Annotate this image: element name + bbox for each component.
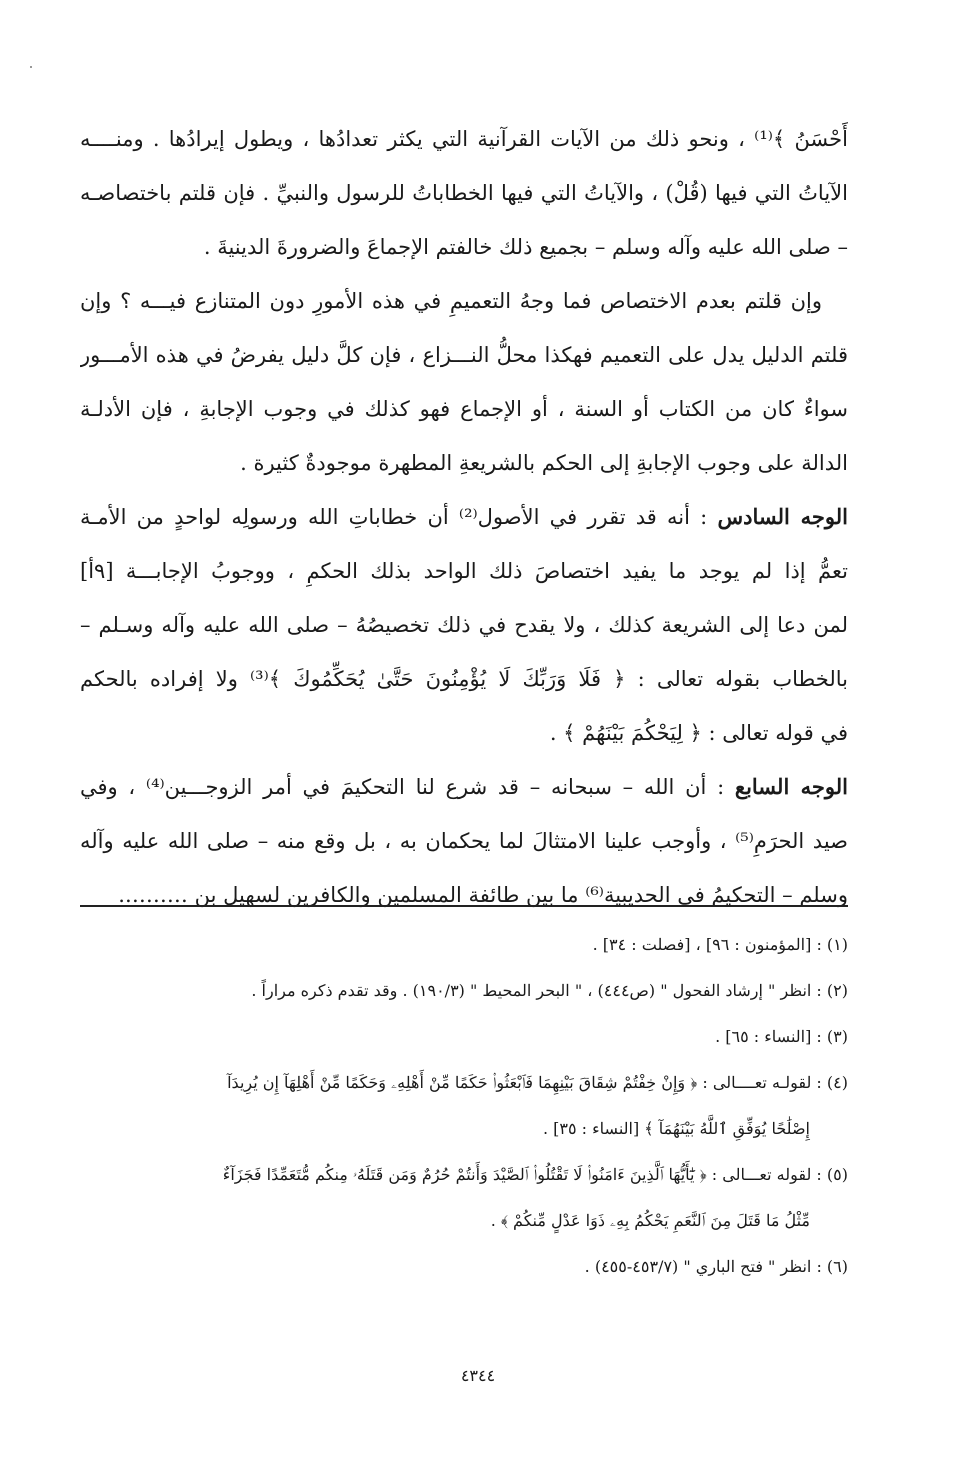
text-line: تعمُّ إذا لم يوجد ما يفيد اختصاصَ ذلك الواحد بذلك الحكمِ ، ووجوبُ الإجابـــة [٩أ]	[80, 559, 848, 583]
footnote: (٤) : لقولـه تعــــالى : ﴿ وَإِنْ خِفْتُمْ شِقَاقَ بَيْنِهِمَا فَٱبْعَثُوا۟ حَكَمًا مِّنْ أَهْلِهِۦ وَحَكَمًا مِّنْ أَهْلِهَآ إِن يُرِيدَآ	[227, 1073, 848, 1092]
text-line: لمن دعا إلى الشريعة كذلك ، ولا يقدح في ذلك تخصيصُهُ – صلى الله عليه وآله وسـلم –	[80, 613, 848, 637]
line-text: : أنه قد تقرر في الأصول⁽²⁾ أن خطاباتِ الله ورسولِه لواحدٍ من الأمـة	[80, 505, 718, 529]
text-line	[80, 760, 848, 814]
main-text	[80, 112, 848, 922]
footnote-continuation: مِّثْلُ مَا قَتَلَ مِنَ ٱلنَّعَمِ يَحْكُمُ بِهِۦ ذَوَا عَدْلٍ مِّنكُمْ ﴾ .	[490, 1211, 810, 1230]
footnote: (١) : [المؤمنون : ٩٦] ، [فصلت : ٣٤] .	[592, 935, 848, 954]
line-text: : أن الله – سبحانه – قد شرع لنا التحكيمَ في أمر الزوجـــين⁽⁴⁾ ، وفي	[80, 775, 735, 799]
footnote-continuation: إِصْلَٰحًا يُوَفِّقِ ٱللَّهُ بَيْنَهُمَآ ﴾ [النساء : ٣٥] .	[542, 1119, 810, 1138]
footnotes	[80, 922, 848, 1290]
footnote-divider	[80, 905, 848, 907]
page-number: ٤٣٤٤	[460, 1366, 496, 1385]
text-line: أَحْسَنُ ﴾⁽¹⁾ ، ونحو ذلك من الآيات القرآنية التي يكثر تعدادُها ، ويطول إيرادُها . ومنــــه	[80, 127, 848, 151]
text-line: الآياتُ التي فيها (قُلْ) ، والآياتُ التي فيها الخطاباتُ للرسول والنبيِّ . فإن قلتم باختصاصـه	[80, 181, 848, 205]
footnote: (٥) : لقوله تعـــالى : ﴿ يَٰٓأَيُّهَا ٱلَّذِينَ ءَامَنُوا۟ لَا تَقْتُلُوا۟ ٱلصَّيْدَ وَأَنتُمْ حُرُمٌ وَمَن قَتَلَهُۥ مِنكُم مُّتَعَمِّدًا فَجَزَآءٌ	[222, 1165, 848, 1184]
text-line: وإن قلتم بعدم الاختصاص فما وجهُ التعميمِ في هذه الأمورِ دون المتنازع فيـــه ؟ وإن	[80, 289, 822, 313]
margin-mark	[30, 66, 32, 68]
text-line	[80, 490, 848, 544]
text-line: بالخطاب بقوله تعالى : ﴿ فَلَا وَرَبِّكَ لَا يُؤْمِنُونَ حَتَّىٰ يُحَكِّمُوكَ ﴾⁽³⁾ ولا إفراده بالحكم	[80, 667, 848, 691]
text-line: في قوله تعالى : ﴿ لِيَحْكُمَ بَيْنَهُمْ ﴾ .	[549, 721, 848, 745]
text-line: صيد الحرَمِ⁽⁵⁾ ، وأوجب علينا الامتثالَ لما يحكمان به ، بل وقع منه – صلى الله عليه وآله	[80, 829, 848, 853]
text-line: – صلى الله عليه وآله وسلم – بجميع ذلك خالفتم الإجماعَ والضرورةَ الدينيةَ .	[203, 235, 848, 259]
section-heading: الوجه السادس	[717, 504, 848, 529]
footnote: (٦) : انظر " فتح الباري " (٤٥٣/٧-٤٥٥) .	[584, 1257, 848, 1276]
text-line: وسلم – التحكيمُ في الحديبية⁽⁶⁾ ما بين طائفة المسلمين والكافرين لسهيل بن ……….	[118, 883, 848, 907]
text-line: قلتم الدليل يدل على التعميم فهكذا محلُّ النـــزاع ، فإن كلَّ دليل يفرضُ في هذه الأمـــور	[80, 343, 848, 367]
footnote: (٣) : [النساء : ٦٥] .	[715, 1027, 848, 1046]
text-line: سواءٌ كان من الكتاب أو السنة ، أو الإجماع فهو كذلك في وجوب الإجابةِ ، فإن الأدلـة	[80, 397, 848, 421]
footnote: (٢) : انظر " إرشاد الفحول " (ص٤٤٤) ، " البحر المحيط " (١٩٠/٣) . وقد تقدم ذكره مراراً .	[251, 981, 848, 1000]
section-heading: الوجه السابع	[734, 774, 848, 799]
text-line: الدالة على وجوب الإجابةِ إلى الحكم بالشريعةِ المطهرة موجودةٌ كثيرة .	[240, 451, 848, 475]
